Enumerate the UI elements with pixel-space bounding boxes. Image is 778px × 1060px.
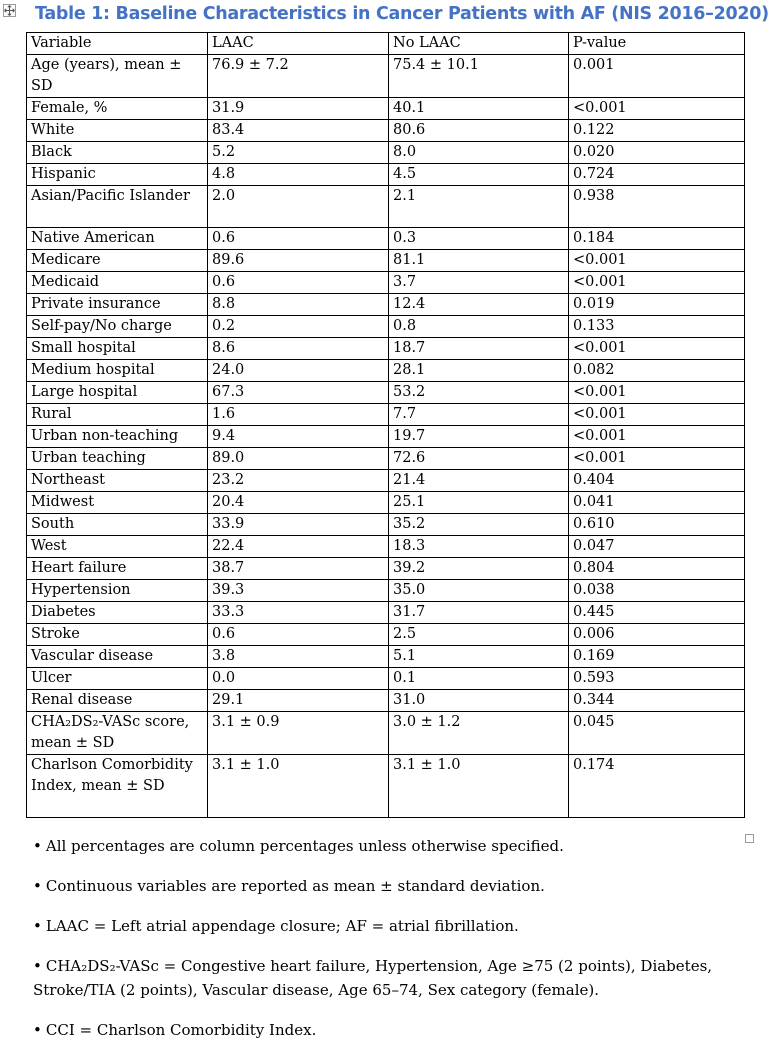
no-laac-cell: 18.7 bbox=[389, 338, 569, 360]
variable-cell: Urban non-teaching bbox=[27, 426, 208, 448]
no-laac-cell: 0.3 bbox=[389, 228, 569, 250]
variable-cell: Northeast bbox=[27, 470, 208, 492]
note-item bbox=[33, 954, 753, 1002]
laac-cell: 23.2 bbox=[208, 470, 389, 492]
p-value-cell: <0.001 bbox=[569, 448, 745, 470]
variable-cell: Stroke bbox=[27, 624, 208, 646]
p-value-cell: 0.082 bbox=[569, 360, 745, 382]
no-laac-cell: 12.4 bbox=[389, 294, 569, 316]
header-cell-no-laac: No LAAC bbox=[389, 33, 569, 55]
note-text: LAAC = Left atrial appendage closure; AF = atrial fibrillation. bbox=[45, 917, 519, 935]
no-laac-cell: 3.0 ± 1.2 bbox=[389, 712, 569, 755]
table-row bbox=[27, 250, 745, 272]
laac-cell: 89.6 bbox=[208, 250, 389, 272]
note-item bbox=[33, 874, 753, 898]
p-value-cell: <0.001 bbox=[569, 98, 745, 120]
variable-cell: Age (years), mean ± SD bbox=[27, 55, 208, 98]
no-laac-cell: 0.8 bbox=[389, 316, 569, 338]
variable-cell: Medium hospital bbox=[27, 360, 208, 382]
variable-cell: CHA₂DS₂-VASc score, mean ± SD bbox=[27, 712, 208, 755]
laac-cell: 9.4 bbox=[208, 426, 389, 448]
p-value-cell: <0.001 bbox=[569, 250, 745, 272]
laac-cell: 67.3 bbox=[208, 382, 389, 404]
table-row bbox=[27, 646, 745, 668]
variable-cell: White bbox=[27, 120, 208, 142]
bullet-icon: • bbox=[33, 837, 42, 855]
laac-cell: 20.4 bbox=[208, 492, 389, 514]
laac-cell: 33.9 bbox=[208, 514, 389, 536]
laac-cell: 0.6 bbox=[208, 272, 389, 294]
p-value-cell: 0.006 bbox=[569, 624, 745, 646]
header-cell-variable: Variable bbox=[27, 33, 208, 55]
no-laac-cell: 75.4 ± 10.1 bbox=[389, 55, 569, 98]
variable-cell: Black bbox=[27, 142, 208, 164]
table-row bbox=[27, 580, 745, 602]
variable-cell: West bbox=[27, 536, 208, 558]
p-value-cell: <0.001 bbox=[569, 404, 745, 426]
variable-cell: Medicaid bbox=[27, 272, 208, 294]
table-row bbox=[27, 404, 745, 426]
no-laac-cell: 80.6 bbox=[389, 120, 569, 142]
variable-cell: Hispanic bbox=[27, 164, 208, 186]
table-row bbox=[27, 712, 745, 755]
no-laac-cell: 3.1 ± 1.0 bbox=[389, 755, 569, 818]
table-body bbox=[27, 33, 745, 818]
laac-cell: 89.0 bbox=[208, 448, 389, 470]
p-value-cell: <0.001 bbox=[569, 382, 745, 404]
note-text: Continuous variables are reported as mean ± standard deviation. bbox=[45, 877, 545, 895]
table-notes bbox=[33, 834, 753, 1058]
variable-cell: Rural bbox=[27, 404, 208, 426]
move-arrows-icon bbox=[4, 5, 15, 16]
table-row bbox=[27, 755, 745, 818]
table-move-handle-icon[interactable] bbox=[3, 4, 16, 17]
table-row bbox=[27, 448, 745, 470]
variable-cell: Urban teaching bbox=[27, 448, 208, 470]
no-laac-cell: 2.5 bbox=[389, 624, 569, 646]
variable-cell: Native American bbox=[27, 228, 208, 250]
table-row bbox=[27, 272, 745, 294]
variable-cell: Female, % bbox=[27, 98, 208, 120]
variable-cell: Heart failure bbox=[27, 558, 208, 580]
bullet-icon: • bbox=[33, 957, 42, 975]
table-row bbox=[27, 316, 745, 338]
table-row bbox=[27, 360, 745, 382]
p-value-cell: 0.593 bbox=[569, 668, 745, 690]
no-laac-cell: 0.1 bbox=[389, 668, 569, 690]
variable-cell: Asian/Pacific Islander bbox=[27, 186, 208, 228]
laac-cell: 0.0 bbox=[208, 668, 389, 690]
no-laac-cell: 2.1 bbox=[389, 186, 569, 228]
no-laac-cell: 28.1 bbox=[389, 360, 569, 382]
laac-cell: 29.1 bbox=[208, 690, 389, 712]
laac-cell: 8.8 bbox=[208, 294, 389, 316]
table-row bbox=[27, 514, 745, 536]
note-text: CHA₂DS₂-VASc = Congestive heart failure, Hypertension, Age ≥75 (2 points), Diabetes, Stroke/TIA (2 points), Vascular disease, Age 65–74, Sex category (female). bbox=[33, 957, 713, 999]
p-value-cell: 0.019 bbox=[569, 294, 745, 316]
baseline-characteristics-table bbox=[26, 32, 745, 818]
laac-cell: 24.0 bbox=[208, 360, 389, 382]
bullet-icon: • bbox=[33, 877, 42, 895]
variable-cell: Charlson Comorbidity Index, mean ± SD bbox=[27, 755, 208, 818]
laac-cell: 8.6 bbox=[208, 338, 389, 360]
p-value-cell: <0.001 bbox=[569, 272, 745, 294]
no-laac-cell: 25.1 bbox=[389, 492, 569, 514]
no-laac-cell: 53.2 bbox=[389, 382, 569, 404]
p-value-cell: 0.133 bbox=[569, 316, 745, 338]
p-value-cell: 0.047 bbox=[569, 536, 745, 558]
table-row bbox=[27, 470, 745, 492]
note-item bbox=[33, 914, 753, 938]
variable-cell: Vascular disease bbox=[27, 646, 208, 668]
no-laac-cell: 7.7 bbox=[389, 404, 569, 426]
laac-cell: 3.1 ± 1.0 bbox=[208, 755, 389, 818]
table-row bbox=[27, 426, 745, 448]
p-value-cell: 0.045 bbox=[569, 712, 745, 755]
variable-cell: Renal disease bbox=[27, 690, 208, 712]
note-text: All percentages are column percentages unless otherwise specified. bbox=[45, 837, 564, 855]
table-row bbox=[27, 55, 745, 98]
p-value-cell: 0.938 bbox=[569, 186, 745, 228]
table-row bbox=[27, 164, 745, 186]
p-value-cell: 0.404 bbox=[569, 470, 745, 492]
no-laac-cell: 35.2 bbox=[389, 514, 569, 536]
laac-cell: 83.4 bbox=[208, 120, 389, 142]
p-value-cell: <0.001 bbox=[569, 426, 745, 448]
table-row bbox=[27, 690, 745, 712]
p-value-cell: 0.001 bbox=[569, 55, 745, 98]
laac-cell: 3.1 ± 0.9 bbox=[208, 712, 389, 755]
table-row bbox=[27, 228, 745, 250]
variable-cell: South bbox=[27, 514, 208, 536]
laac-cell: 1.6 bbox=[208, 404, 389, 426]
no-laac-cell: 3.7 bbox=[389, 272, 569, 294]
variable-cell: Diabetes bbox=[27, 602, 208, 624]
table-row bbox=[27, 98, 745, 120]
laac-cell: 33.3 bbox=[208, 602, 389, 624]
no-laac-cell: 4.5 bbox=[389, 164, 569, 186]
table-row bbox=[27, 624, 745, 646]
note-item bbox=[33, 1018, 753, 1042]
laac-cell: 38.7 bbox=[208, 558, 389, 580]
variable-cell: Self-pay/No charge bbox=[27, 316, 208, 338]
laac-cell: 0.2 bbox=[208, 316, 389, 338]
bullet-icon: • bbox=[33, 917, 42, 935]
p-value-cell: 0.038 bbox=[569, 580, 745, 602]
header-cell-p-value: P-value bbox=[569, 33, 745, 55]
laac-cell: 2.0 bbox=[208, 186, 389, 228]
note-text: CCI = Charlson Comorbidity Index. bbox=[45, 1021, 317, 1039]
note-item bbox=[33, 834, 753, 858]
no-laac-cell: 40.1 bbox=[389, 98, 569, 120]
no-laac-cell: 21.4 bbox=[389, 470, 569, 492]
laac-cell: 5.2 bbox=[208, 142, 389, 164]
laac-cell: 22.4 bbox=[208, 536, 389, 558]
p-value-cell: 0.610 bbox=[569, 514, 745, 536]
laac-cell: 4.8 bbox=[208, 164, 389, 186]
table-header-row bbox=[27, 33, 745, 55]
table-row bbox=[27, 142, 745, 164]
p-value-cell: 0.169 bbox=[569, 646, 745, 668]
table-row bbox=[27, 602, 745, 624]
no-laac-cell: 35.0 bbox=[389, 580, 569, 602]
p-value-cell: <0.001 bbox=[569, 338, 745, 360]
laac-cell: 39.3 bbox=[208, 580, 389, 602]
no-laac-cell: 31.0 bbox=[389, 690, 569, 712]
variable-cell: Private insurance bbox=[27, 294, 208, 316]
no-laac-cell: 5.1 bbox=[389, 646, 569, 668]
p-value-cell: 0.174 bbox=[569, 755, 745, 818]
laac-cell: 3.8 bbox=[208, 646, 389, 668]
variable-cell: Medicare bbox=[27, 250, 208, 272]
bullet-icon: • bbox=[33, 1021, 42, 1039]
table-row bbox=[27, 338, 745, 360]
no-laac-cell: 81.1 bbox=[389, 250, 569, 272]
laac-cell: 76.9 ± 7.2 bbox=[208, 55, 389, 98]
variable-cell: Ulcer bbox=[27, 668, 208, 690]
table-row bbox=[27, 558, 745, 580]
p-value-cell: 0.020 bbox=[569, 142, 745, 164]
variable-cell: Large hospital bbox=[27, 382, 208, 404]
table-row bbox=[27, 382, 745, 404]
laac-cell: 0.6 bbox=[208, 624, 389, 646]
p-value-cell: 0.122 bbox=[569, 120, 745, 142]
table-row bbox=[27, 536, 745, 558]
table-row bbox=[27, 294, 745, 316]
variable-cell: Hypertension bbox=[27, 580, 208, 602]
no-laac-cell: 72.6 bbox=[389, 448, 569, 470]
table-row bbox=[27, 186, 745, 228]
p-value-cell: 0.804 bbox=[569, 558, 745, 580]
laac-cell: 31.9 bbox=[208, 98, 389, 120]
p-value-cell: 0.184 bbox=[569, 228, 745, 250]
no-laac-cell: 8.0 bbox=[389, 142, 569, 164]
table-row bbox=[27, 492, 745, 514]
p-value-cell: 0.724 bbox=[569, 164, 745, 186]
p-value-cell: 0.041 bbox=[569, 492, 745, 514]
p-value-cell: 0.445 bbox=[569, 602, 745, 624]
no-laac-cell: 18.3 bbox=[389, 536, 569, 558]
table-caption: Table 1: Baseline Characteristics in Cancer Patients with AF (NIS 2016–2020) bbox=[35, 4, 769, 24]
table-row bbox=[27, 668, 745, 690]
no-laac-cell: 39.2 bbox=[389, 558, 569, 580]
variable-cell: Small hospital bbox=[27, 338, 208, 360]
table-row bbox=[27, 120, 745, 142]
header-cell-laac: LAAC bbox=[208, 33, 389, 55]
p-value-cell: 0.344 bbox=[569, 690, 745, 712]
no-laac-cell: 31.7 bbox=[389, 602, 569, 624]
variable-cell: Midwest bbox=[27, 492, 208, 514]
laac-cell: 0.6 bbox=[208, 228, 389, 250]
no-laac-cell: 19.7 bbox=[389, 426, 569, 448]
